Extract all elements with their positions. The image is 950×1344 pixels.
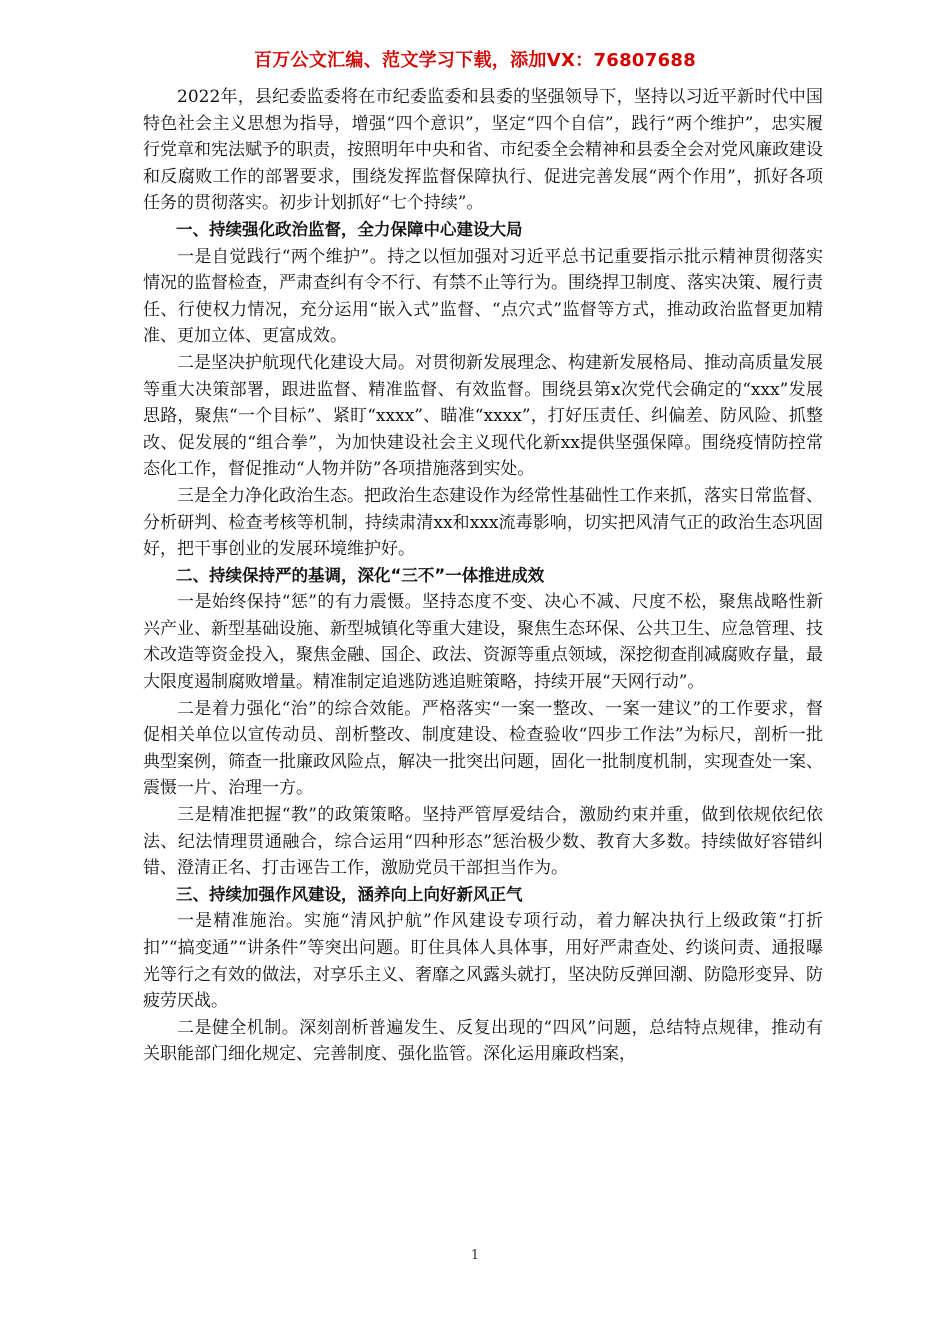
paragraph: 二是健全机制。深刻剖析普遍发生、反复出现的“四风”问题，总结特点规律，推动有关职能部门细化规定、完善制度、强化监管。深化运用廉政档案， xyxy=(143,1017,823,1065)
paragraph: 三是全力净化政治生态。把政治生态建设作为经常性基础性工作来抓，落实日常监督、分析研判、检查考核等机制，持续肃清xx和xxx流毒影响，切实把风清气正的政治生态巩固好，把干事创业的发展环境维护好。 xyxy=(143,485,823,560)
section-heading: 一、持续强化政治监督，全力保障中心建设大局 xyxy=(176,219,523,239)
paragraph: 二是着力强化“治”的综合效能。严格落实“一案一整改、一案一建议”的工作要求，督促相关单位以宣传动员、剖析整改、制度建设、检查验收“四步工作法”为标尺，剖析一批典型案例，筛查一批廉政风险点，解决一批突出问题，固化一批制度机制，实现查处一案、震慑一片、治理一方。 xyxy=(143,698,823,799)
paragraph: 一是始终保持“惩”的有力震慑。坚持态度不变、决心不减、尺度不松，聚焦战略性新兴产业、新型基础设施、新型城镇化等重大建设，聚焦生态环保、公共卫生、应急管理、技术改造等资金投入，聚焦金融、国企、政法、资源等重点领域，深挖彻查削减腐败存量，最大限度遏制腐败增量。精准制定追逃防逃追赃策略，持续开展“天网行动”。 xyxy=(143,592,823,693)
header-banner: 百万公文汇编、范文学习下载，添加VX：76807688 xyxy=(253,50,697,71)
page-number: 1 xyxy=(470,1248,480,1263)
paragraph: 二是坚决护航现代化建设大局。对贯彻新发展理念、构建新发展格局、推动高质量发展等重大决策部署，跟进监督、精准监督、有效监督。围绕县第x次党代会确定的“xxx”发展思路，聚焦“一个目标”、紧盯“xxxx”、瞄准“xxxx”，打好压责任、纠偏差、防风险、抓整改、促发展的“组合拳”，为加快建设社会主义现代化新xx提供坚强保障。围绕疫情防控常态化工作，督促推动“人物并防”各项措施落到实处。 xyxy=(143,352,823,480)
paragraph: 一是自觉践行“两个维护”。持之以恒加强对习近平总书记重要指示批示精神贯彻落实情况的监督检查，严肃查纠有令不行、有禁不止等行为。围绕捍卫制度、落实决策、履行责任、行使权力情况，充分运用“嵌入式”监督、“点穴式”监督等方式，推动政治监督更加精准、更加立体、更富成效。 xyxy=(143,246,823,347)
section-heading: 三、持续加强作风建设，涵养向上向好新风正气 xyxy=(176,884,523,904)
paragraph: 一是精准施治。实施“清风护航”作风建设专项行动，着力解决执行上级政策“打折扣”“搞变通”“讲条件”等突出问题。盯住具体人具体事，用好严肃查处、约谈问责、通报曝光等行之有效的做法，对享乐主义、奢靡之风露头就打，坚决防反弹回潮、防隐形变异、防疲劳厌战。 xyxy=(143,911,823,1012)
paragraph: 三是精准把握“教”的政策策略。坚持严管厚爱结合，激励约束并重，做到依规依纪依法、纪法情理贯通融合，综合运用“四种形态”惩治极少数、教育大多数。持续做好容错纠错、澄清正名、打击诬告工作，激励党员干部担当作为。 xyxy=(143,805,823,879)
paragraph: 2022年，县纪委监委将在市纪委监委和县委的坚强领导下，坚持以习近平新时代中国特色社会主义思想为指导，增强“四个意识”，坚定“四个自信”，践行“两个维护”，忠实履行党章和宪法赋予的职责，按照明年中央和省、市纪委全会精神和县委全会对党风廉政建设和反腐败工作的部署要求，围绕发挥监督保障执行、促进完善发展“两个作用”，抓好各项任务的贯彻落实。初步计划抓好“七个持续”。 xyxy=(143,87,823,214)
section-heading: 二、持续保持严的基调，深化“三不”一体推进成效 xyxy=(176,565,545,585)
document-body xyxy=(143,84,823,1068)
